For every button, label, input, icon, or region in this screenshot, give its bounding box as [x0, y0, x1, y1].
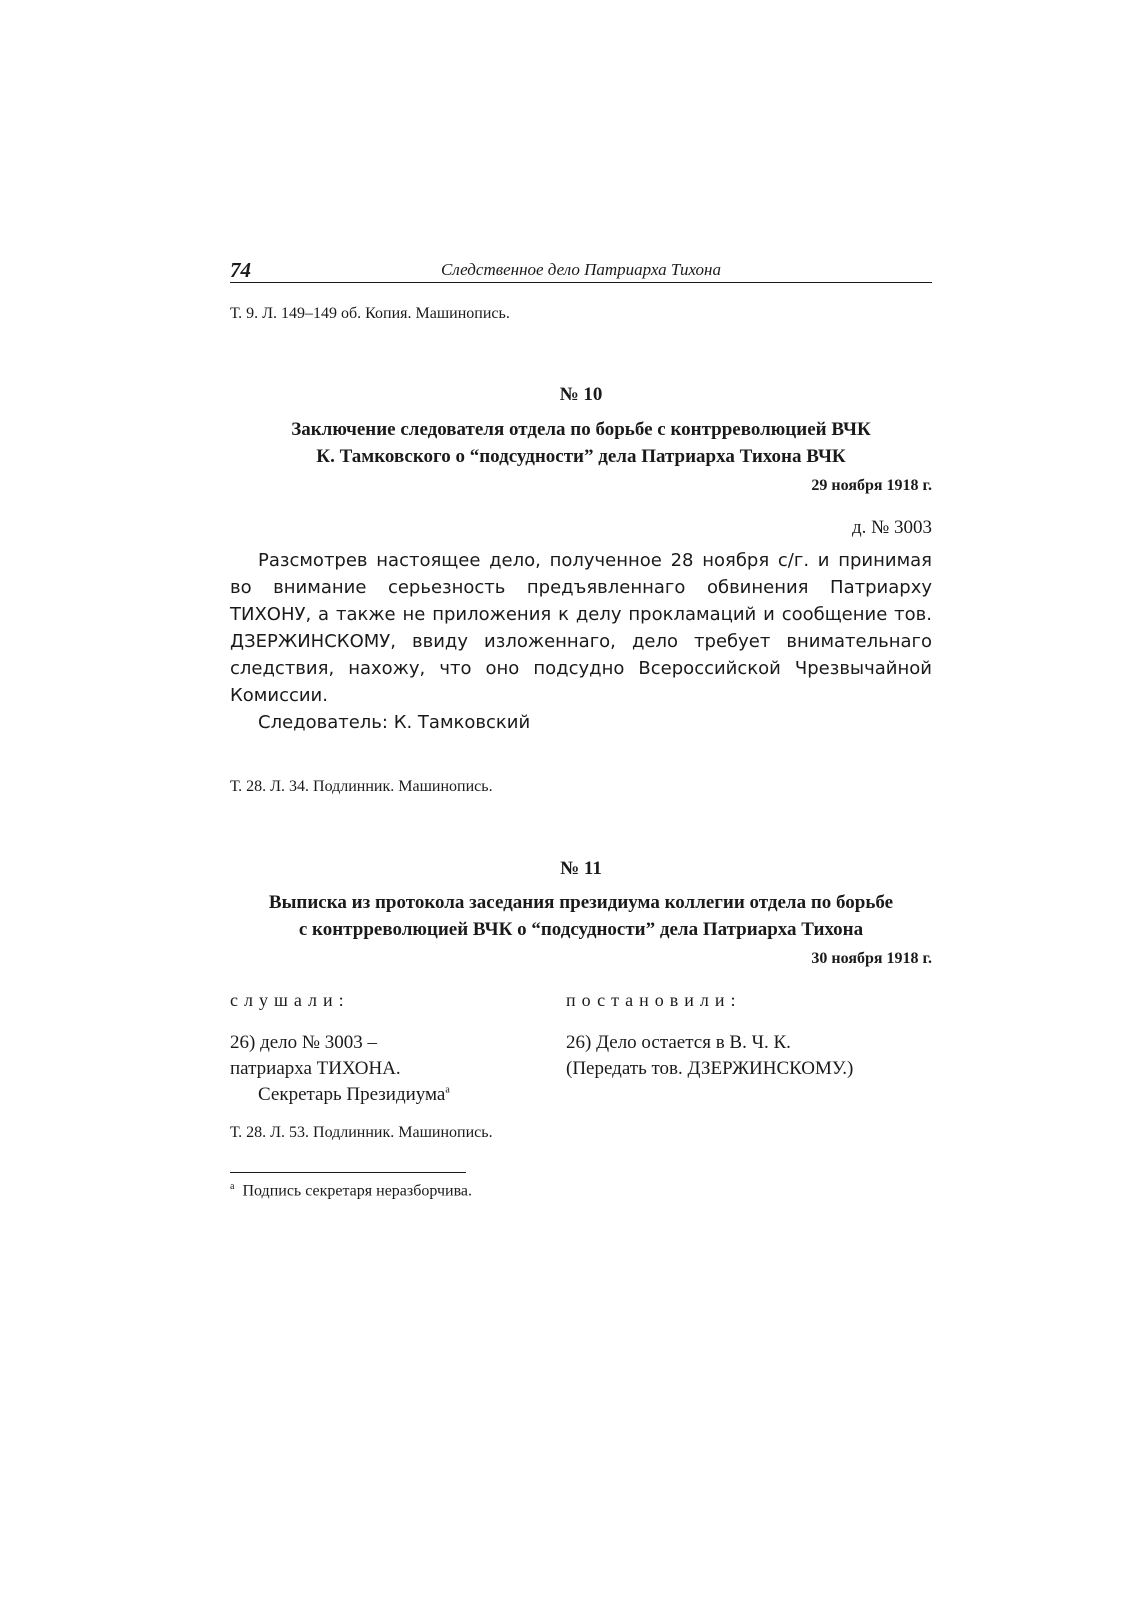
doc10-title-line-1: Заключение следователя отдела по борьбе с контрреволюцией ВЧК	[291, 419, 871, 440]
doc10-date: 29 ноября 1918 г.	[811, 477, 932, 494]
resolved-column	[566, 990, 932, 1082]
doc10-title	[230, 416, 932, 470]
secretary-label: Секретарь Президиума	[258, 1084, 446, 1105]
heard-label: слушали:	[230, 990, 350, 1010]
doc10-case-number: д. № 3003	[851, 517, 932, 538]
doc11-title-line-1: Выписка из протокола заседания президиума коллегии отдела по борьбе	[268, 892, 894, 913]
footnote-label: а	[230, 1181, 235, 1192]
doc11-title-line-2: с контрреволюцией ВЧК о “подсудности” дела Патриарха Тихона	[298, 919, 864, 940]
doc10-source-note: Т. 28. Л. 34. Подлинник. Машинопись.	[230, 778, 493, 795]
heard-column	[230, 990, 550, 1108]
doc10-title-line-2: К. Тамковского о “подсудности” дела Патриарха Тихона ВЧК	[316, 446, 846, 467]
protocol-columns	[230, 990, 932, 1108]
footnote-text: Подпись секретаря неразборчива.	[242, 1182, 473, 1200]
page-number: 74	[230, 258, 251, 282]
doc11-number: № 11	[560, 858, 602, 879]
doc10-signature: Следователь: К. Тамковский	[258, 712, 531, 733]
source-note-previous: Т. 9. Л. 149–149 об. Копия. Машинопись.	[230, 305, 510, 322]
resolved-label: постановили:	[566, 990, 742, 1010]
footnote-marker: а	[445, 1084, 450, 1096]
doc11-title	[230, 889, 932, 943]
resolved-line-2: (Передать тов. ДЗЕРЖИНСКОМУ.)	[566, 1058, 854, 1079]
footnote	[230, 1181, 932, 1200]
document-page	[230, 250, 932, 1200]
secretary-signature	[230, 1082, 550, 1108]
footnote-rule	[230, 1172, 466, 1173]
running-title: Следственное дело Патриарха Тихона	[441, 260, 721, 279]
doc11-date: 30 ноября 1918 г.	[811, 950, 932, 967]
heard-line-1: 26) дело № 3003 –	[230, 1032, 378, 1053]
heard-line-2: патриарха ТИХОНА.	[230, 1058, 401, 1079]
resolved-line-1: 26) Дело остается в В. Ч. К.	[566, 1032, 791, 1053]
running-head	[230, 250, 932, 283]
doc10-number: № 10	[559, 384, 603, 405]
doc11-source-note: Т. 28. Л. 53. Подлинник. Машинопись.	[230, 1124, 493, 1141]
doc10-body: Разсмотрев настоящее дело, полученное 28 ноября с/г. и принимая во внимание серьезность предъявленнаго обвинения Патриарху ТИХОНУ, а также не приложения к делу прокламаций и сообщение тов. ДЗЕРЖИНСКОМУ, ввиду изложеннаго, дело требует внимательнаго следствия, нахожу, что оно подсудно Всероссийской Чрезвычайной Комиссии.	[230, 550, 932, 706]
